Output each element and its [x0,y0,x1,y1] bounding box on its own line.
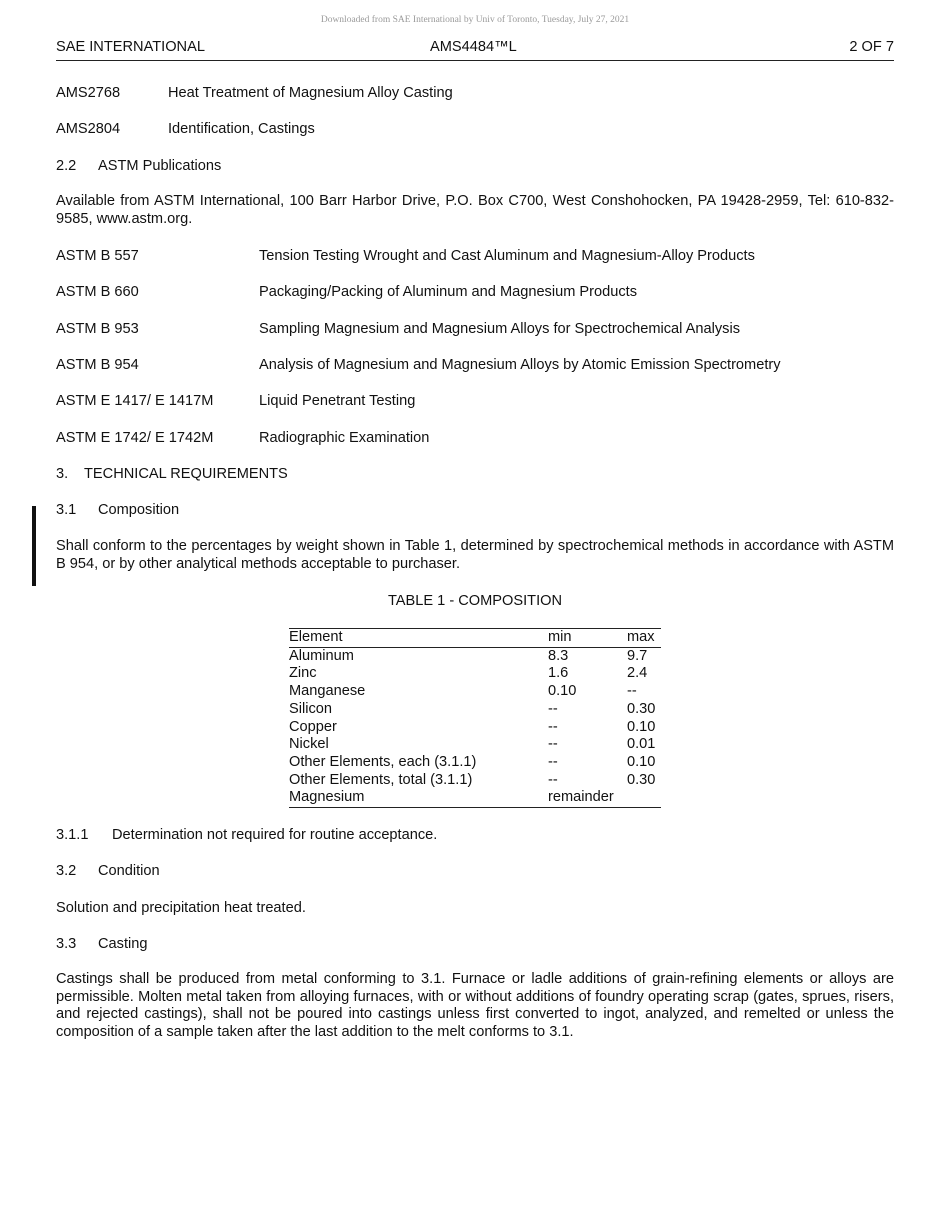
section-title: Casting [98,936,148,952]
min-cell: -- [548,718,558,735]
ref-code: AMS2804 [56,121,121,137]
column-header: Element [289,629,548,648]
element-cell: Aluminum [289,647,354,664]
max-cell: 0.30 [627,771,656,788]
ref-title: Analysis of Magnesium and Magnesium Alloys by Atomic Emission Spectrometry [259,357,781,373]
table-row [289,683,661,701]
ref-code: AMS2768 [56,85,121,101]
ref-title: Radiographic Examination [259,430,430,446]
ref-code: ASTM B 557 [56,248,139,264]
ref-title: Packaging/Packing of Aluminum and Magnesium Products [259,284,638,300]
table-row [289,701,661,719]
section-number: 3. [56,466,69,482]
composition-paragraph: Shall conform to the percentages by weight shown in Table 1, determined by spectrochemical methods in accordance with ASTM B 954, or by other analytical methods acceptable to purchaser. [56,538,894,572]
section-title: Composition [98,502,180,518]
ref-code: ASTM E 1417/ E 1417M [56,393,214,409]
section-number: 3.1 [56,502,77,518]
max-cell: 0.01 [627,736,656,753]
ref-title: Identification, Castings [168,121,315,137]
section-number: 3.1.1 [56,827,89,843]
min-cell: 8.3 [548,647,569,664]
ref-title: Sampling Magnesium and Magnesium Alloys for Spectrochemical Analysis [259,321,741,337]
min-cell: -- [548,771,558,788]
element-cell: Zinc [289,665,317,682]
condition-paragraph: Solution and precipitation heat treated. [56,900,306,916]
composition-table [289,628,661,808]
min-cell: remainder [548,789,627,807]
min-cell: -- [548,736,558,753]
element-cell: Silicon [289,700,332,717]
ref-title: Liquid Penetrant Testing [259,393,416,409]
max-cell: 0.10 [627,718,656,735]
table-row [289,736,661,754]
table-caption: TABLE 1 - COMPOSITION [387,593,563,609]
section-title: Determination not required for routine acceptance. [112,827,438,843]
download-watermark: Downloaded from SAE International by Univ of Toronto, Tuesday, July 27, 2021 [320,15,630,25]
revision-change-bar [32,506,36,586]
header-doc-number: AMS4484™L [430,39,517,55]
element-cell: Other Elements, each (3.1.1) [289,753,477,770]
table-row [289,789,661,807]
ref-title: Tension Testing Wrought and Cast Aluminum and Magnesium-Alloy Products [259,248,755,264]
table-row [289,754,661,772]
table-row [289,772,661,790]
max-cell: -- [627,683,637,700]
table-header-row [289,629,661,648]
column-header: max [627,629,661,648]
section-number: 3.2 [56,863,77,879]
min-cell: -- [548,753,558,770]
table-row [289,647,661,665]
ref-code: ASTM B 954 [56,357,139,373]
min-cell: 0.10 [548,683,577,700]
table-row [289,719,661,737]
page-header [56,38,894,61]
casting-paragraph: Castings shall be produced from metal conforming to 3.1. Furnace or ladle additions of grain-refining elements or alloys are permissible. Molten metal taken from alloying furnaces, with or without additions of foundry operating scrap (gates, sprues, risers, and rejected castings), shall not be poured into castings unless first converted to ingot, analyzed, and remelted or unless the composition of a sample taken after the last addition to the melt conforms to 3.1. [56,971,894,1040]
header-page-number: 2 OF 7 [849,39,894,55]
section-number: 2.2 [56,158,77,174]
column-header: min [548,629,627,648]
max-cell: 0.30 [627,700,656,717]
table-row [289,665,661,683]
max-cell: 9.7 [627,647,648,664]
element-cell: Magnesium [289,789,548,807]
ref-code: ASTM B 660 [56,284,139,300]
element-cell: Copper [289,718,337,735]
header-org: SAE INTERNATIONAL [56,39,205,55]
section-number: 3.3 [56,936,77,952]
astm-availability-paragraph: Available from ASTM International, 100 Barr Harbor Drive, P.O. Box C700, West Conshohocken, PA 19428-2959, Tel: 610-832-9585, www.astm.org. [56,193,894,227]
element-cell: Manganese [289,683,366,700]
section-title: TECHNICAL REQUIREMENTS [84,466,288,482]
ref-code: ASTM B 953 [56,321,139,337]
element-cell: Other Elements, total (3.1.1) [289,771,473,788]
max-cell [627,789,661,807]
min-cell: 1.6 [548,665,569,682]
max-cell: 2.4 [627,665,648,682]
element-cell: Nickel [289,736,329,753]
ref-code: ASTM E 1742/ E 1742M [56,430,214,446]
min-cell: -- [548,700,558,717]
section-title: ASTM Publications [98,158,222,174]
max-cell: 0.10 [627,753,656,770]
ref-title: Heat Treatment of Magnesium Alloy Casting [168,85,453,101]
section-title: Condition [98,863,160,879]
